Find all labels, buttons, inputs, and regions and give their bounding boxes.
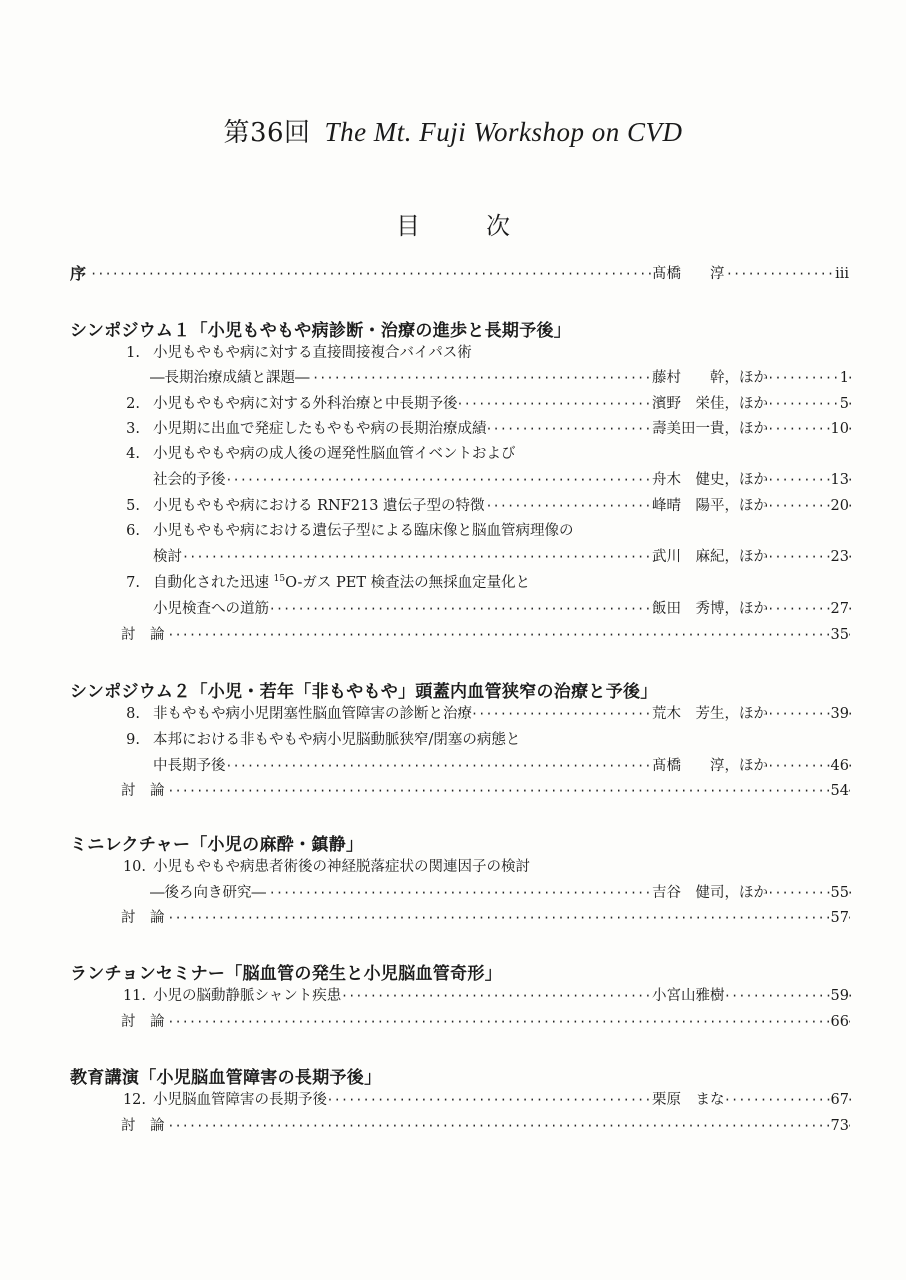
header-title: The Mt. Fuji Workshop on CVD [324,117,683,147]
toc-entry[interactable]: 9. 本邦における非もやもや病小児脳動脈狭窄/閉塞の病態と [0,729,906,751]
toc-entry-cont[interactable]: ····· 小児検査への道筋 飯田 秀博，ほか 27 [0,598,906,620]
discussion-row[interactable]: ····· 討 論 35 [0,624,906,646]
toc-entry[interactable]: 4. 小児もやもや病の成人後の遅発性脳血管イベントおよび [0,443,906,465]
toc-entry[interactable]: ····· 8. 非もやもや病小児閉塞性脳血管障害の診断と治療 荒木 芳生，ほか 39 [0,703,906,725]
section-title: ミニレクチャー「小児の麻酔・鎮静」 [70,835,364,855]
toc-entry[interactable]: 7. 自動化された迅速 $^{15}$O-ガス PET 検査法の無採血定量化と [0,572,906,594]
toc-entry[interactable]: ····· 12. 小児脳血管障害の長期予後 栗原 まな 67 [0,1089,906,1111]
toc-entry[interactable]: 6. 小児もやもや病における遺伝子型による臨床像と脳血管病理像の [0,520,906,542]
preface-row[interactable] [0,263,906,285]
discussion-row[interactable]: ····· 討 論 54 [0,780,906,802]
preface-page: iii [834,263,849,285]
discussion-row[interactable]: ····· 討 論 73 [0,1115,906,1137]
section-title: シンポジウム１「小児もやもや病診断・治療の進歩と長期予後」 [70,321,572,341]
toc-entry[interactable]: ····· 11. 小児の脳動静脈シャント疾患 小宮山雅樹 59 [0,985,906,1007]
section-title: ランチョンセミナー「脳血管の発生と小児脳血管奇形」 [70,964,502,984]
toc-entry[interactable]: 1. 小児もやもや病に対する直接間接複合バイパス術 [0,342,906,364]
toc-entry-cont[interactable]: ····· 検討 武川 麻紀，ほか 23 [0,546,906,568]
toc-entry-cont[interactable]: ····· 中長期予後 髙橋 淳，ほか 46 [0,755,906,777]
header-edition: 第36回 [223,118,311,148]
toc-entry[interactable]: ····· 5. 小児もやもや病における RNF213 遺伝子型の特徴 峰晴 陽平，ほか 20 [0,495,906,517]
discussion-row[interactable]: ····· 討 論 57 [0,907,906,929]
toc-entry[interactable]: ····· 3. 小児期に出血で発症したもやもや病の長期治療成績 壽美田一貴，ほか 10 [0,418,906,440]
toc-title: 目 次 [396,212,510,240]
preface-label: 序 [70,264,87,283]
toc-entry[interactable]: 10. 小児もやもや病患者術後の神経脱落症状の関連因子の検討 [0,856,906,878]
toc-entry-cont[interactable]: ····· ―後ろ向き研究― 吉谷 健司，ほか 55 [0,882,906,904]
section-title: シンポジウム２「小児・若年「非もやもや」頭蓋内血管狭窄の治療と予後」 [70,682,658,702]
workshop-header [0,112,906,149]
toc-entry-cont[interactable]: ····· 社会的予後 舟木 健史，ほか 13 [0,469,906,491]
toc-entry-cont[interactable]: ····· ―長期治療成績と課題― 藤村 幹，ほか 1 [0,367,906,389]
toc-entry[interactable]: ····· 2. 小児もやもや病に対する外科治療と中長期予後 濱野 栄佳，ほか 5 [0,393,906,415]
discussion-row[interactable]: ····· 討 論 66 [0,1011,906,1033]
preface-author: 髙橋 淳 [652,263,726,285]
section-title: 教育講演「小児脳血管障害の長期予後」 [70,1068,382,1088]
